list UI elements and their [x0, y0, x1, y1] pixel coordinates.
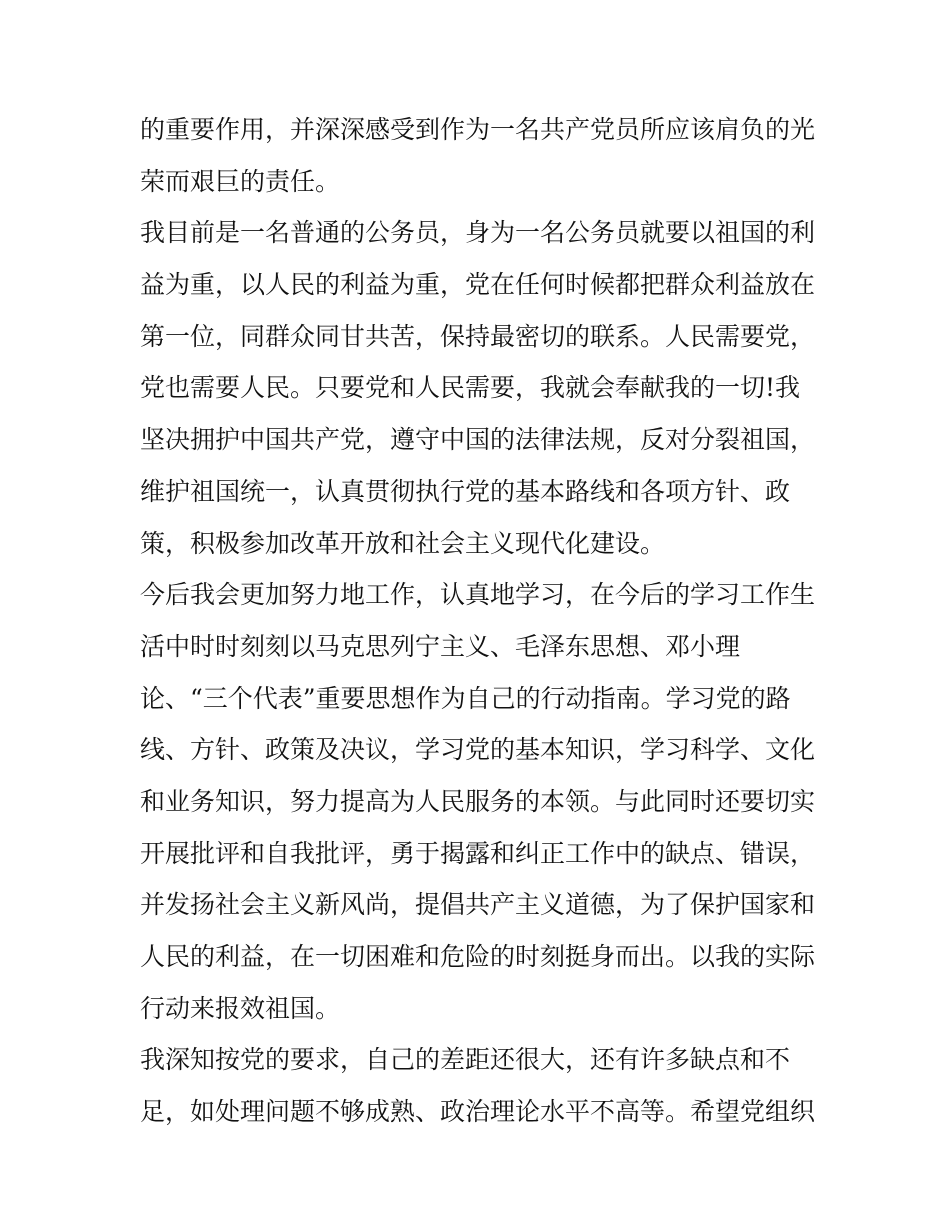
text-line: 荣而艰巨的责任。 [140, 166, 341, 196]
text-line: 今后我会更加努力地工作，认真地学习，在今后的学习工作生 [140, 580, 816, 610]
text-line: 行动来报效祖国。 [140, 993, 341, 1023]
text-line: 策，积极参加改革开放和社会主义现代化建设。 [140, 528, 666, 558]
text-line: 和业务知识，努力提高为人民服务的本领。与此同时还要切实 [140, 786, 816, 816]
text-line: 坚决拥护中国共产党，遵守中国的法律法规，反对分裂祖国， [140, 425, 816, 455]
text-line: 论、“三个代表”重要思想作为自己的行动指南。学习党的路 [140, 683, 791, 713]
text-line: 开展批评和自我批评，勇于揭露和纠正工作中的缺点、错误， [140, 838, 816, 868]
text-line: 第一位，同群众同甘共苦，保持最密切的联系。人民需要党， [140, 321, 816, 351]
text-line: 我深知按党的要求，自己的差距还很大，还有许多缺点和不 [140, 1045, 791, 1075]
text-line: 并发扬社会主义新风尚，提倡共产主义道德，为了保护国家和 [140, 890, 816, 920]
text-line: 的重要作用，并深深感受到作为一名共产党员所应该肩负的光 [140, 115, 816, 144]
text-line: 党也需要人民。只要党和人民需要，我就会奉献我的一切!我 [140, 373, 801, 403]
text-line: 人民的利益，在一切困难和危险的时刻挺身而出。以我的实际 [140, 942, 816, 971]
body-text [140, 104, 820, 1138]
text-line: 活中时时刻刻以马克思列宁主义、毛泽东思想、邓小理 [140, 631, 741, 661]
text-line: 我目前是一名普通的公务员，身为一名公务员就要以祖国的利 [140, 218, 816, 248]
text-line: 线、方针、政策及决议，学习党的基本知识，学习科学、文化 [140, 735, 816, 765]
text-line: 维护祖国统一，认真贯彻执行党的基本路线和各项方针、政 [140, 476, 791, 506]
text-line: 足，如处理问题不够成熟、政治理论水平不高等。希望党组织 [140, 1097, 816, 1127]
text-line: 益为重，以人民的利益为重，党在任何时候都把群众利益放在 [140, 270, 816, 300]
